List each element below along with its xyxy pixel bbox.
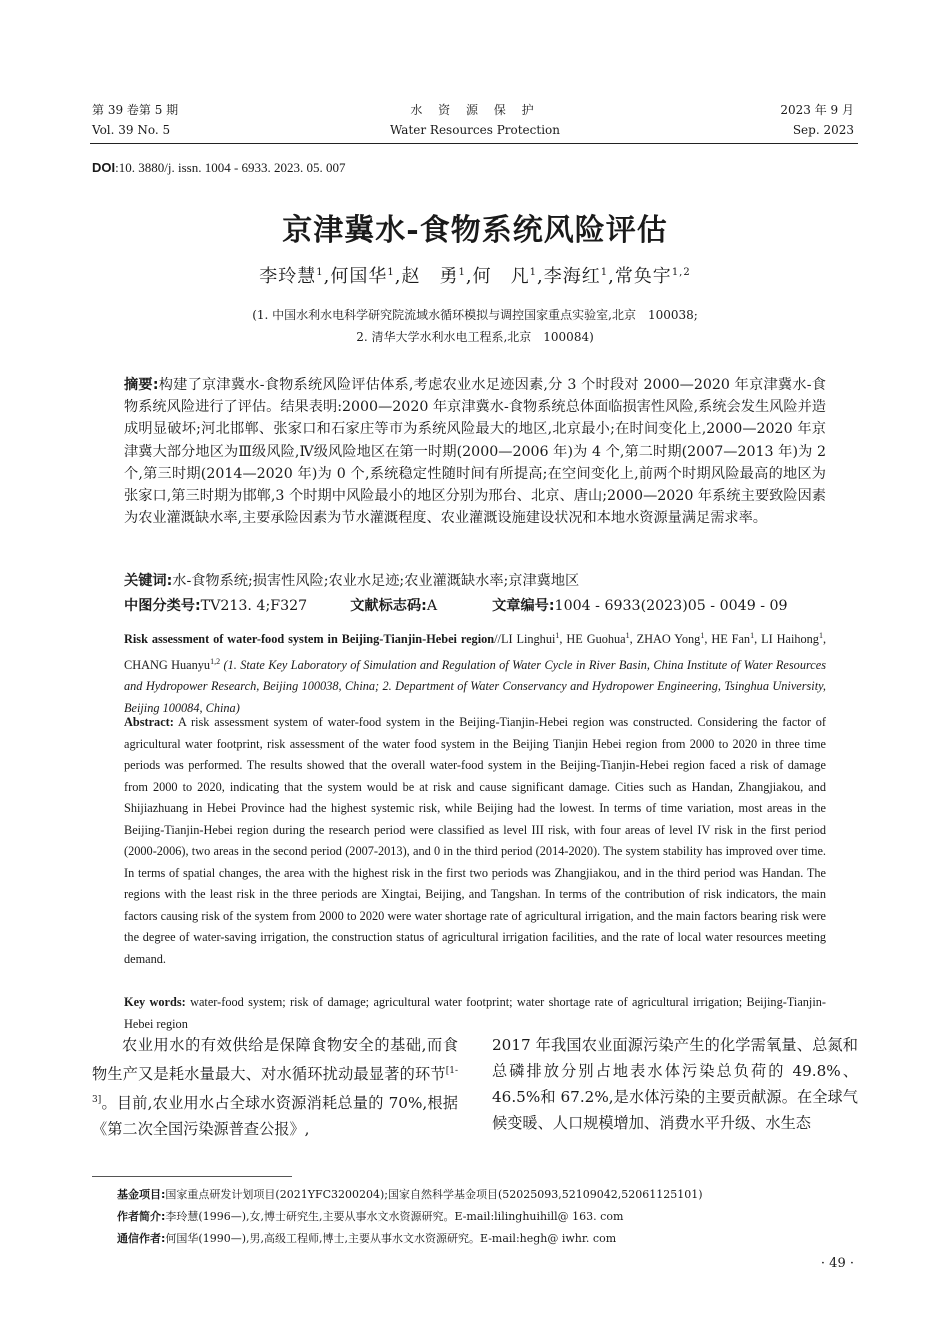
header-date-cn: 2023 年 9 月	[780, 103, 854, 117]
author-list	[0, 262, 950, 288]
corresponding-text: 何国华(1990—),男,高级工程师,博士,主要从事水文水资源研究。E-mail:hegh@ iwhr. com	[165, 1232, 617, 1245]
author-affil-sup: 1	[316, 267, 324, 278]
author-bio-text: 李玲慧(1996—),女,博士研究生,主要从事水文水资源研究。E-mail:lilinghuihill@ 163. com	[165, 1210, 624, 1223]
keywords-cn-text: 水-食物系统;损害性风险;农业水足迹;农业灌溉缺水率;京津冀地区	[172, 573, 580, 589]
footnote-author-bio	[117, 1206, 623, 1227]
keywords-en-label: Key words:	[124, 995, 186, 1009]
author-sep: ,	[608, 266, 615, 287]
author-sep: ,	[323, 266, 331, 287]
header-rule	[90, 143, 858, 144]
abstract-cn-text: 构建了京津冀水-食物系统风险评估体系,考虑农业水足迹因素,分 3 个时段对 2000—2020 年京津冀水-食物系统风险进行了评估。结果表明:2000—2020 年京津冀水-食物系统总体面临损害性风险,系统会发生风险并造成明显破坏;河北邯郸、张家口和石家庄等市为系统风险最大的地区,北京最小;在时间变化上,2000—2020 年京津冀大部分地区为Ⅲ级风险,Ⅳ级风险地区在第一时期(2000—2006 年)为 4 个,第二时期(2007—2013 年)为 2 个,第三时期(2014—2020 年)为 0 个,系统稳定性随时间有所提高;在空间变化上,前两个时期风险最高的地区为张家口,第三时期为邯郸,3 个时期中风险最小的地区分别为邢台、北京、唐山;2000—2020 年系统主要致险因素为农业灌溉缺水率,主要承险因素为节水灌溉程度、农业灌溉设施建设状况和本地水资源量满足需求率。	[124, 377, 826, 527]
author-name: 何国华	[330, 266, 388, 287]
english-author: , HE Fan	[704, 632, 751, 647]
english-authors: //LI Linghui	[494, 632, 556, 647]
abstract-en	[124, 712, 826, 970]
keywords-en	[124, 992, 826, 1035]
doi-line	[92, 160, 346, 176]
doi-value: :10. 3880/j. issn. 1004 - 6933. 2023. 05. 007	[115, 160, 346, 175]
english-title: Risk assessment of water-food system in Beijing-Tianjin-Hebei region	[124, 632, 495, 647]
abstract-en-text: A risk assessment system of water-food system in the Beijing-Tianjin-Hebei region was constructed. Considering the factor of agricultural water footprint, risk assessment of the water food system in the Beijing Tianjin Hebei region from 2000 to 2020 in three time periods was performed. The results showed that the overall water-food system in the Beijing-Tianjin-Hebei region faced a risk of damage from 2000 to 2020, indicating that the system would be at risk and cause significant damage. Cities such as Handan, Zhangjiakou, and Shijiazhuang in Hebei Province had the highest systemic risk, while Beijing had the lowest. In terms of time variation, most areas in the Beijing-Tianjin-Hebei region during the research period were classified as level III risk, with four areas of level IV risk in the first period (2000-2006), two areas in the second period (2007-2013), and 0 in the third period (2014-2020). The system stability has improved over time. In terms of spatial changes, the area with the highest risk in the first two periods was Zhangjiakou, and in the third period was Handan. The regions with the least risk in the three periods are Xingtai, Beijing, and Tangshan. In terms of the contribution of risk indicators, the main factors causing risk of the system from 2000 to 2020 were water shortage rate of agricultural irrigation, and the main factors bearing risk were the degree of water-saving irrigation, the construction status of agricultural irrigation facilities, and the rate of local water resources meeting demand.	[124, 715, 826, 966]
author-affil-sup: 1,2	[210, 656, 221, 666]
author-affil-sup: 1	[700, 631, 705, 640]
author-affil-sup: 1	[555, 631, 560, 640]
clc-label: 中图分类号:	[124, 598, 201, 614]
affiliation-line-1: (1. 中国水利水电科学研究院流域水循环模拟与调控国家重点实验室,北京 100038;	[252, 308, 698, 322]
funding-text: 国家重点研发计划项目(2021YFC3200204);国家自然科学基金项目(52025093,52109042,52061125101)	[165, 1188, 703, 1201]
footnote-corresponding	[117, 1228, 616, 1249]
author-affil-sup: 1,2	[671, 267, 691, 278]
body-column-left	[92, 1032, 458, 1142]
english-affiliation: (1. State Key Laboratory of Simulation and Regulation of Water Cycle in River Basin, China Institute of Water Resources and Hydropower Research, Beijing 100038, China; 2. Department of Water Conservancy and Hydropower Engineering, Tsinghua University, Beijing 100084, China)	[124, 657, 826, 715]
page-number: · 49 ·	[820, 1256, 854, 1271]
author-name: 李海红	[543, 266, 601, 287]
abstract-cn-label: 摘要:	[124, 377, 159, 393]
author-affil-sup: 1	[529, 267, 537, 278]
corresponding-label: 通信作者:	[117, 1232, 166, 1245]
classification-line	[124, 595, 788, 615]
author-affil-sup: 1	[387, 267, 395, 278]
author-name: 何 凡	[472, 266, 530, 287]
author-sep: ,	[394, 266, 402, 287]
header-date-en: Sep. 2023	[792, 123, 854, 137]
author-affil-sup: 1	[600, 267, 609, 278]
funding-label: 基金项目:	[117, 1188, 166, 1201]
doi-label: DOI	[92, 160, 116, 175]
header-journal-cn	[375, 101, 575, 120]
author-sep: ,	[536, 266, 544, 287]
abstract-en-label: Abstract:	[124, 715, 174, 729]
author-affil-sup: 1	[818, 631, 823, 640]
body-left-text-a: 农业用水的有效供给是保障食物安全的基础,而食物生产又是耗水量最大、对水循环扰动最显著的环节	[92, 1036, 458, 1084]
author-name: 常奂宇	[614, 266, 672, 287]
author-affil-sup: 1	[750, 631, 755, 640]
author-affil-sup: 1	[458, 267, 466, 278]
footnote-funding	[117, 1184, 703, 1205]
header-volume-cn: 第 39 卷第 5 期	[92, 103, 179, 117]
keywords-cn	[124, 570, 579, 590]
keywords-cn-label: 关键词:	[124, 573, 173, 589]
english-author: , CHANG Huanyu	[124, 632, 827, 672]
citation-ref: [1-3]	[92, 1066, 458, 1106]
article-id-label: 文章编号:	[492, 598, 555, 614]
affiliation-line-2: 2. 清华大学水利水电工程系,北京 100084)	[356, 330, 594, 344]
body-column-right: 2017 年我国农业面源污染产生的化学需氧量、总氮和总磷排放分别占地表水体污染总负荷的 49.8%、46.5%和 67.2%,是水体污染的主要贡献源。在全球气候变暖、人口规模增加、消费水平升级、水生态	[492, 1036, 858, 1132]
english-author: , LI Haihong	[754, 632, 819, 647]
footnote-rule	[92, 1176, 292, 1177]
body-left-text-b: 。目前,农业用水占全球水资源消耗总量的 70%,根据《第二次全国污染源普查公报》,	[92, 1094, 458, 1139]
keywords-en-text: water-food system; risk of damage; agricultural water footprint; water shortage rate of agricultural irrigation; Beijing-Tianjin-Hebei region	[124, 995, 827, 1031]
clc-value: TV213. 4;F327	[200, 598, 308, 614]
author-sep: ,	[465, 266, 473, 287]
author-name: 李玲慧	[259, 266, 317, 287]
author-bio-label: 作者简介:	[117, 1210, 166, 1223]
header-volume-en: Vol. 39 No. 5	[92, 123, 171, 137]
author-affil-sup: 1	[625, 631, 630, 640]
english-title-block	[124, 625, 826, 719]
doc-code-label: 文献标志码:	[350, 598, 427, 614]
paper-title: 京津冀水-食物系统风险评估	[282, 213, 668, 248]
journal-name-cn: 水 资 源 保 护	[410, 103, 540, 117]
abstract-cn	[124, 374, 826, 529]
english-author: , ZHAO Yong	[629, 632, 701, 647]
doc-code-value: A	[426, 598, 438, 614]
article-id-value: 1004 - 6933(2023)05 - 0049 - 09	[554, 598, 788, 614]
author-name: 赵 勇	[401, 266, 459, 287]
header-journal-en: Water Resources Protection	[390, 123, 560, 137]
english-author: , HE Guohua	[559, 632, 626, 647]
